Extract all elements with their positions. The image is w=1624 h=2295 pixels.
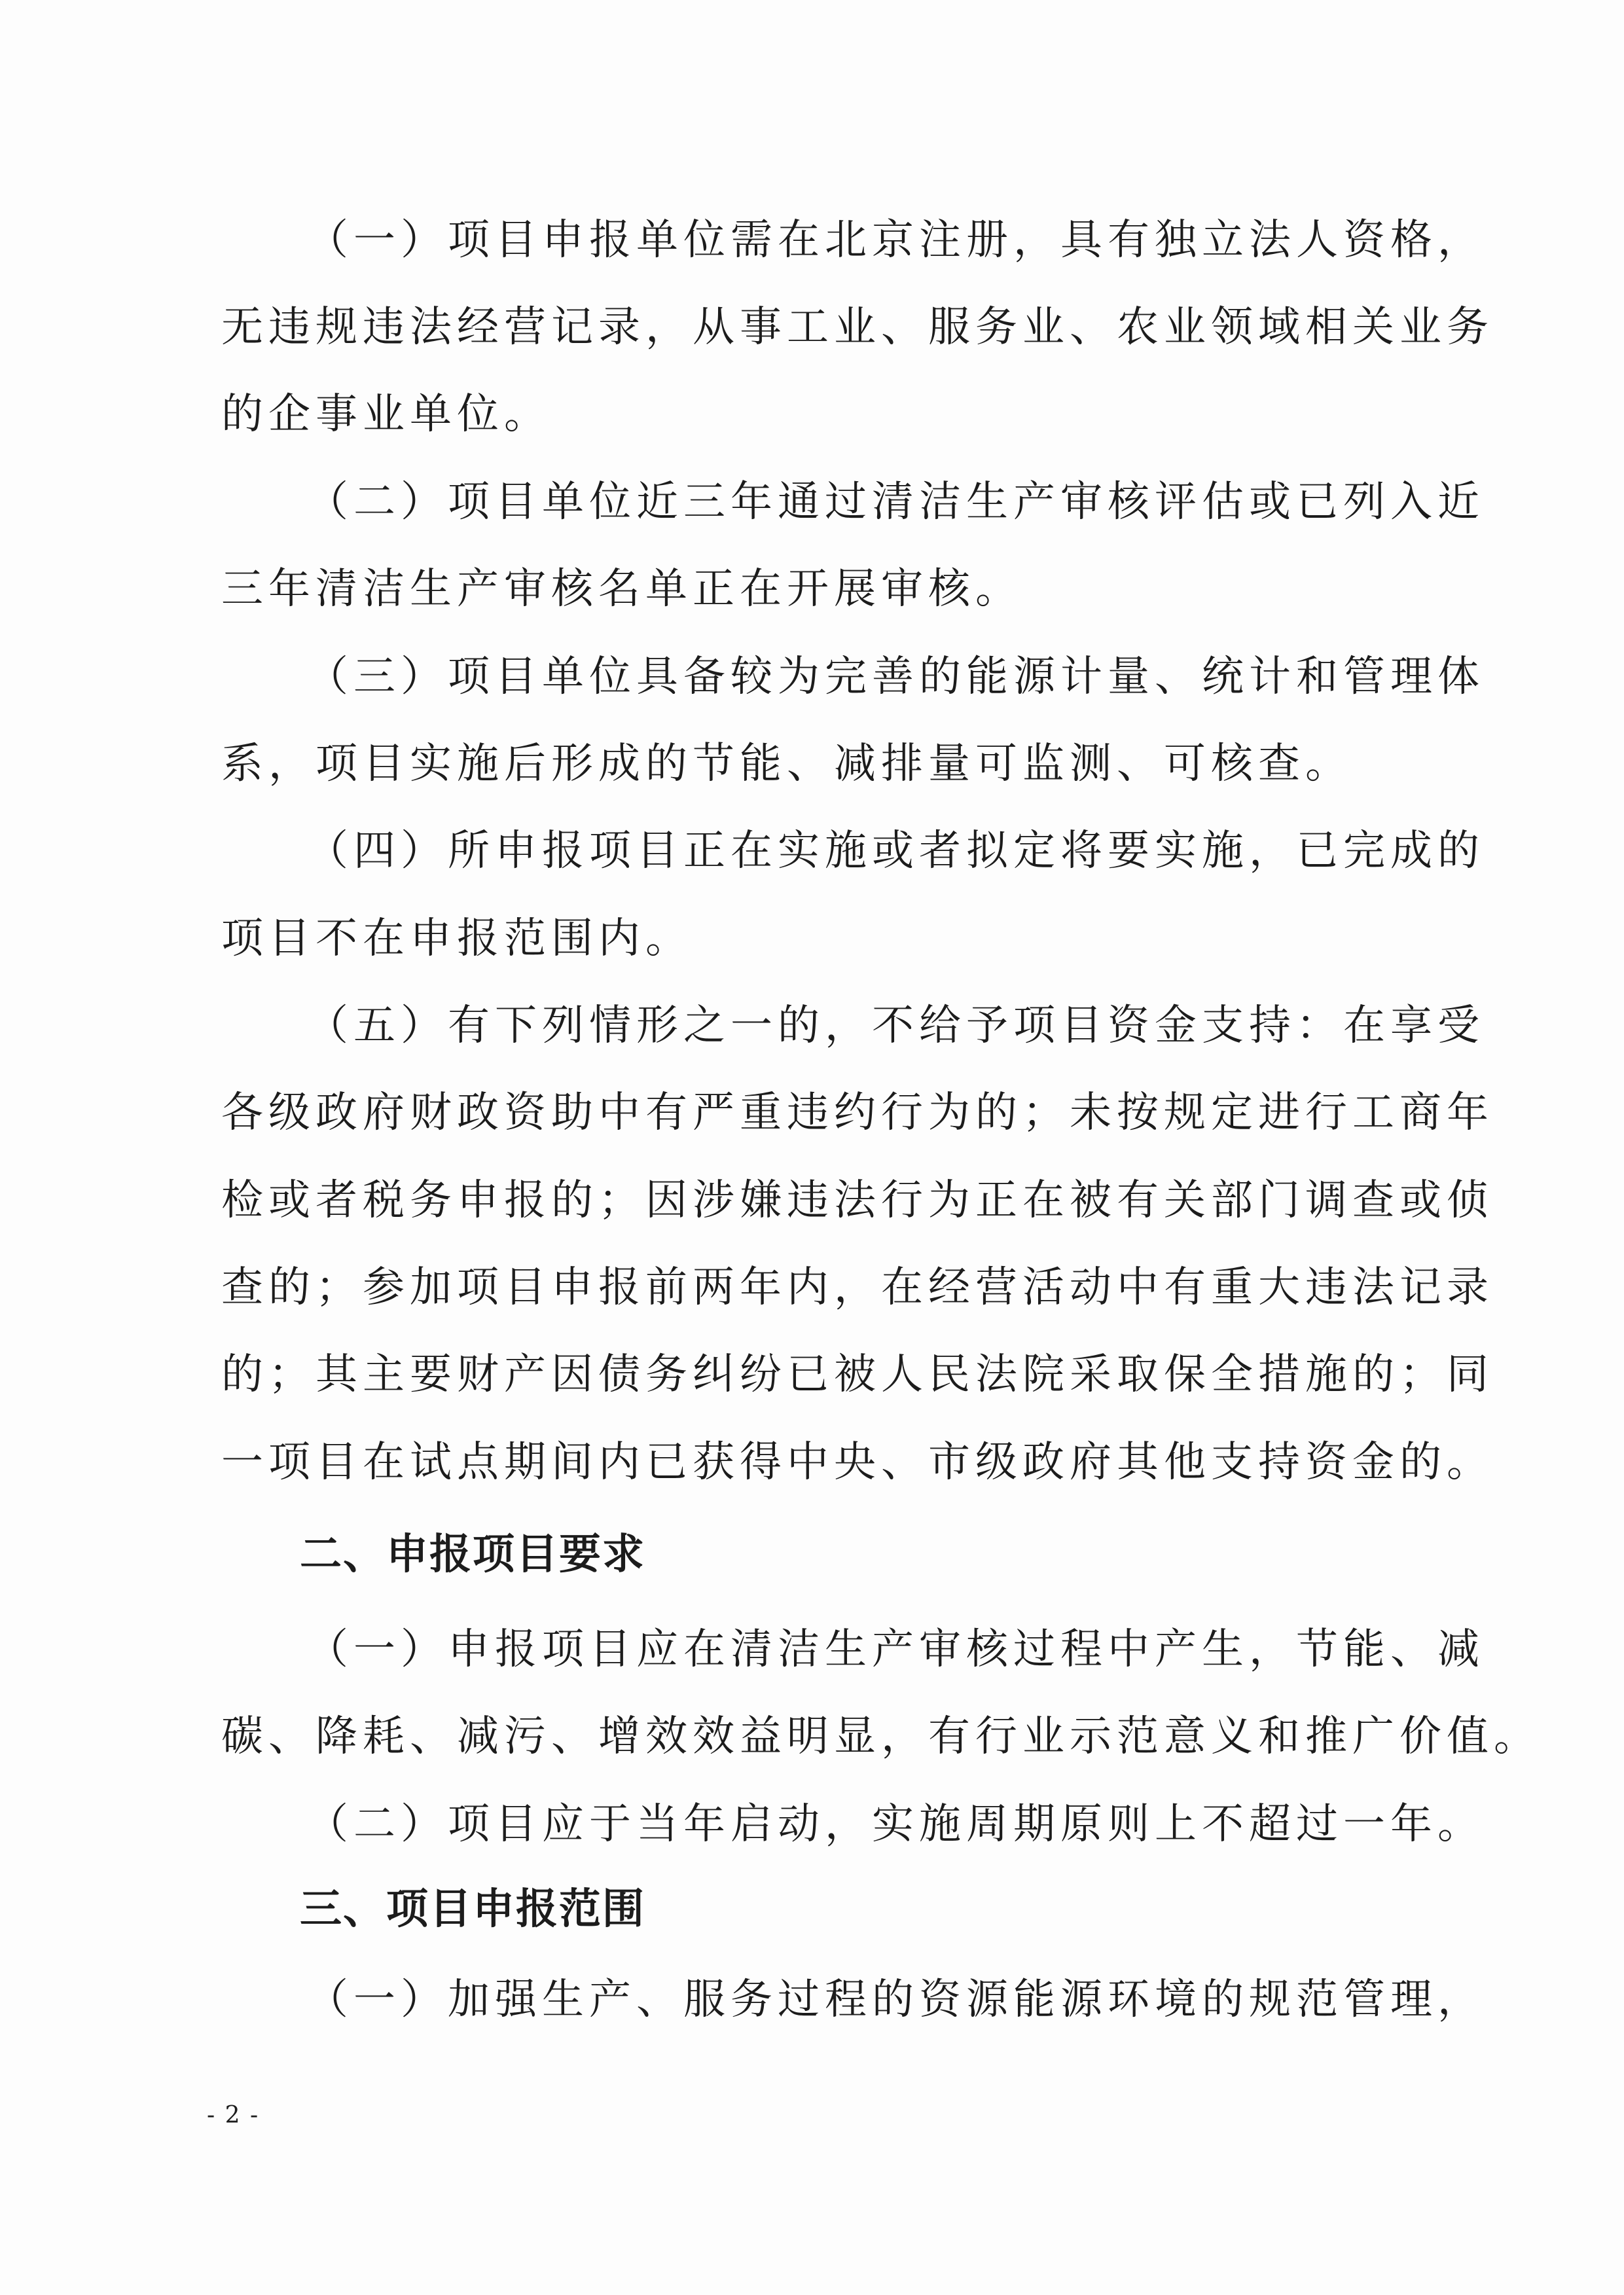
- section-heading: 二、申报项目要求: [300, 1530, 645, 1579]
- paragraph-line: 的企事业单位。: [221, 390, 551, 439]
- paragraph-line: 一项目在试点期间内已获得中央、市级政府其他支持资金的。: [221, 1438, 1494, 1487]
- paragraph-line: （三）项目单位具备较为完善的能源计量、统计和管理体: [306, 653, 1485, 701]
- page-number: - 2 -: [207, 2102, 260, 2129]
- paragraph-line: 项目不在申报范围内。: [221, 914, 693, 963]
- paragraph-line: 三年清洁生产审核名单正在开展审核。: [221, 565, 1022, 613]
- paragraph-line: （一）加强生产、服务过程的资源能源环境的规范管理，: [306, 1976, 1485, 2024]
- paragraph-line: （一）项目申报单位需在北京注册，具有独立法人资格，: [306, 216, 1485, 264]
- paragraph-line: 的；其主要财产因债务纠纷已被人民法院采取保全措施的；同: [221, 1350, 1494, 1399]
- paragraph-line: 检或者税务申报的；因涉嫌违法行为正在被有关部门调查或侦: [221, 1176, 1494, 1225]
- paragraph-line: （二）项目单位近三年通过清洁生产审核评估或已列入近: [306, 478, 1485, 526]
- paragraph-line: 碳、降耗、减污、增效效益明显，有行业示范意义和推广价值。: [221, 1712, 1541, 1761]
- paragraph-line: （五）有下列情形之一的，不给予项目资金支持：在享受: [306, 1002, 1485, 1050]
- paragraph-line: （二）项目应于当年启动，实施周期原则上不超过一年。: [306, 1800, 1485, 1849]
- paragraph-line: 系，项目实施后形成的节能、减排量可监测、可核查。: [221, 740, 1352, 788]
- section-heading: 三、项目申报范围: [300, 1885, 645, 1934]
- paragraph-line: （一）申报项目应在清洁生产审核过程中产生，节能、减: [306, 1625, 1485, 1674]
- paragraph-line: （四）所申报项目正在实施或者拟定将要实施，已完成的: [306, 827, 1485, 875]
- paragraph-line: 各级政府财政资助中有严重违约行为的；未按规定进行工商年: [221, 1089, 1494, 1137]
- paragraph-line: 查的；参加项目申报前两年内，在经营活动中有重大违法记录: [221, 1263, 1494, 1312]
- paragraph-line: 无违规违法经营记录，从事工业、服务业、农业领域相关业务: [221, 303, 1494, 352]
